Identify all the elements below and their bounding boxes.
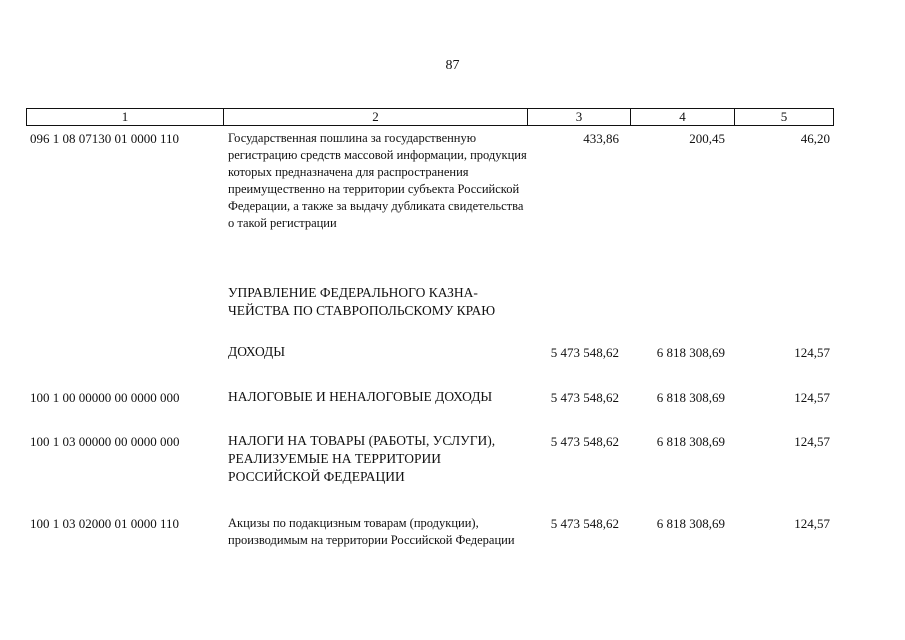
row-name: НАЛОГИ НА ТОВАРЫ (РАБОТЫ, УСЛУГИ), РЕАЛИЗУЕМЫЕ НА ТЕРРИТОРИИ РОССИЙСКОЙ ФЕДЕРАЦИИ [228, 433, 496, 484]
row-code: 100 1 03 02000 01 0000 110 [30, 516, 180, 531]
header-col-1: 1 [27, 109, 224, 125]
table-header [26, 108, 834, 126]
header-col-3: 3 [528, 109, 631, 125]
row-value-3: 5 473 548,62 [550, 390, 619, 405]
row-name: ДОХОДЫ [228, 344, 286, 359]
row-name: Государственная пошлина за государственную регистрацию средств массовой информации, продукция которых предназначена для распространения преимущественно на территории субъекта Российской Федерации, а также за выдачу дубликата свидетельства о такой регистрации [228, 131, 527, 230]
row-code: 096 1 08 07130 01 0000 110 [30, 131, 180, 146]
row-value-5: 124,57 [794, 516, 830, 531]
row-name: НАЛОГОВЫЕ И НЕНАЛОГОВЫЕ ДОХОДЫ [228, 389, 493, 404]
row-value-3: 5 473 548,62 [550, 345, 619, 360]
header-col-2: 2 [224, 109, 528, 125]
row-value-3: 5 473 548,62 [550, 434, 619, 449]
row-value-5: 124,57 [794, 390, 830, 405]
header-col-4: 4 [631, 109, 735, 125]
page-number: 87 [445, 58, 460, 73]
row-name: Акцизы по подакцизным товарам (продукции), производимым на территории Российской Федерации [228, 516, 515, 547]
row-value-4: 6 818 308,69 [656, 434, 725, 449]
row-value-3: 433,86 [583, 131, 619, 146]
row-value-4: 200,45 [689, 131, 725, 146]
row-value-4: 6 818 308,69 [656, 390, 725, 405]
row-value-5: 124,57 [794, 345, 830, 360]
header-col-5: 5 [780, 109, 788, 124]
row-code: 100 1 00 00000 00 0000 000 [30, 390, 180, 405]
row-value-4: 6 818 308,69 [656, 345, 725, 360]
row-value-4: 6 818 308,69 [656, 516, 725, 531]
row-name: УПРАВЛЕНИЕ ФЕДЕРАЛЬНОГО КАЗНА-ЧЕЙСТВА ПО СТАВРОПОЛЬСКОМУ КРАЮ [228, 285, 496, 318]
row-value-5: 124,57 [794, 434, 830, 449]
row-value-5: 46,20 [800, 131, 830, 146]
row-code: 100 1 03 00000 00 0000 000 [30, 434, 180, 449]
row-value-3: 5 473 548,62 [550, 516, 619, 531]
